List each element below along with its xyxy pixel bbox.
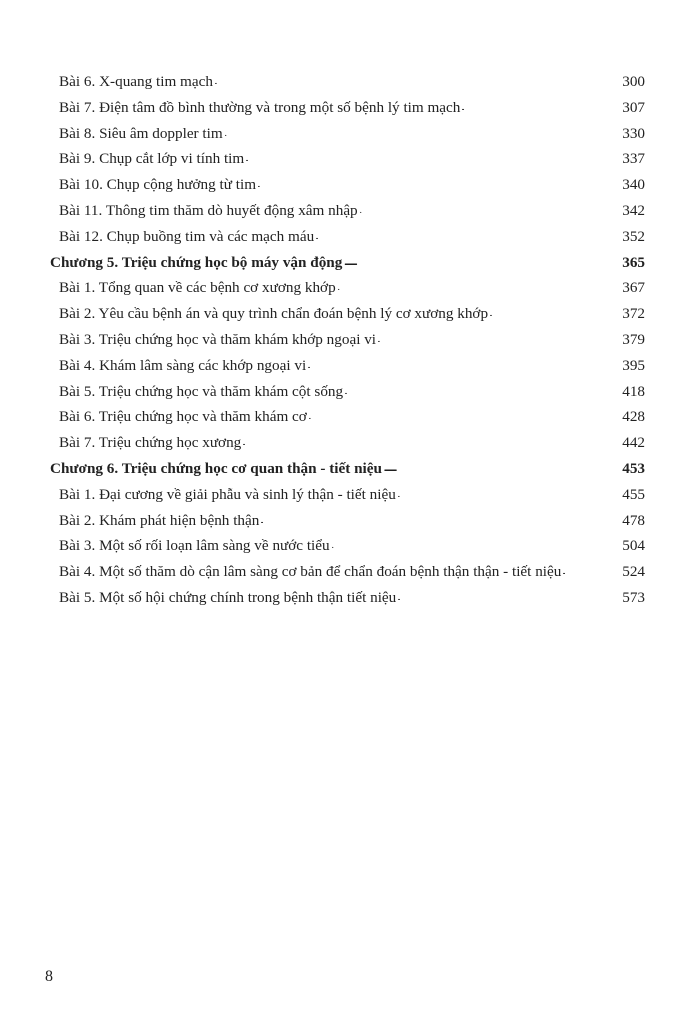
toc-entry-title: Bài 6. X-quang tim mạch [59, 73, 213, 90]
dot-leader [490, 304, 617, 318]
toc-entry-title: Bài 2. Yêu cầu bệnh án và quy trình chẩn đoán bệnh lý cơ xương khớp [59, 305, 489, 323]
toc-entry-title: Bài 4. Khám lâm sàng các khớp ngoại vi [59, 356, 307, 374]
toc-entry-title: Bài 1. Tổng quan về các bệnh cơ xương khớp [59, 279, 336, 297]
toc-row-content [59, 224, 645, 250]
toc-entry-title: Chương 5. Triệu chứng học bộ máy vận động [50, 253, 343, 271]
toc-entry-title: Bài 3. Triệu chứng học và thăm khám khớp ngoại vi [59, 330, 377, 348]
toc-row-content [59, 508, 645, 534]
toc-entry-page: 300 [622, 73, 645, 90]
dot-leader [563, 562, 617, 576]
toc-lesson-row [50, 533, 645, 559]
toc-entry-page: 337 [622, 150, 645, 168]
dot-leader [462, 98, 617, 112]
toc-entry-page: 428 [622, 408, 645, 426]
dot-leader [345, 382, 617, 396]
toc-row-content [59, 146, 645, 172]
toc-lesson-row [50, 224, 645, 250]
toc-row-content [50, 456, 645, 482]
toc-entry-title: Bài 5. Triệu chứng học và thăm khám cột sống [59, 382, 344, 400]
toc-entry-page: 367 [622, 279, 645, 297]
toc-lesson-row [50, 69, 645, 95]
toc-lesson-row [50, 404, 645, 430]
toc-row-content [59, 430, 645, 456]
toc-chapter-row [50, 456, 645, 482]
toc-entry-page: 379 [622, 330, 645, 348]
toc-row-content [59, 353, 645, 379]
toc-entry-page: 573 [622, 588, 645, 606]
toc-lesson-row [50, 95, 645, 121]
toc-lesson-row [50, 508, 645, 534]
toc-row-content [59, 172, 645, 198]
toc-row-content [59, 482, 645, 508]
toc-entry-title: Bài 11. Thông tim thăm dò huyết động xâm nhập [59, 201, 358, 219]
toc-lesson-row [50, 172, 645, 198]
toc-entry-page: 307 [622, 98, 645, 116]
dot-leader [258, 175, 617, 189]
toc-row-content [59, 275, 645, 301]
toc-row-content [59, 95, 645, 121]
toc-lesson-row [50, 430, 645, 456]
toc-lesson-row [50, 301, 645, 327]
dot-leader [308, 356, 617, 370]
toc-row-content [59, 69, 645, 95]
toc-entry-page: 372 [622, 305, 645, 323]
toc-entry-title: Bài 1. Đại cương về giải phẫu và sinh lý thận - tiết niệu [59, 485, 396, 503]
dot-leader [378, 330, 617, 344]
dot-leader [332, 536, 617, 550]
dot-leader [261, 511, 617, 525]
toc-entry-page: 342 [622, 201, 645, 219]
table-of-contents [50, 69, 645, 611]
toc-entry-title: Bài 12. Chụp buồng tim và các mạch máu [59, 227, 315, 245]
dot-leader [384, 459, 617, 473]
toc-row-content [59, 121, 645, 147]
toc-lesson-row [50, 559, 645, 585]
toc-entry-page: 395 [622, 356, 645, 374]
toc-entry-page: 453 [622, 459, 645, 477]
toc-entry-title: Chương 6. Triệu chứng học cơ quan thận - tiết niệu [50, 459, 382, 477]
toc-entry-title: Bài 2. Khám phát hiện bệnh thận [59, 511, 260, 529]
toc-entry-page: 524 [622, 563, 645, 581]
toc-entry-page: 352 [622, 227, 645, 245]
toc-entry-title: Bài 8. Siêu âm doppler tim [59, 124, 223, 142]
toc-entry-page: 442 [622, 434, 645, 452]
toc-chapter-row [50, 250, 645, 276]
dot-leader [215, 72, 617, 86]
toc-entry-page: 418 [622, 382, 645, 400]
toc-lesson-row [50, 353, 645, 379]
toc-lesson-row [50, 146, 645, 172]
toc-entry-page: 340 [622, 176, 645, 194]
dot-leader [344, 253, 617, 267]
toc-row-content [59, 404, 645, 430]
dot-leader [360, 201, 617, 215]
toc-lesson-row [50, 327, 645, 353]
toc-entry-title: Bài 10. Chụp cộng hưởng từ tim [59, 176, 257, 194]
page-number: 8 [45, 968, 53, 985]
dot-leader [246, 149, 617, 163]
toc-row-content [59, 533, 645, 559]
toc-row-content [59, 559, 645, 585]
toc-entry-page: 455 [622, 485, 645, 503]
dot-leader [398, 588, 617, 602]
dot-leader [398, 485, 617, 499]
dot-leader [316, 227, 617, 241]
toc-lesson-row [50, 121, 645, 147]
toc-entry-title: Bài 3. Một số rối loạn lâm sàng về nước tiểu [59, 537, 330, 555]
toc-entry-title: Bài 6. Triệu chứng học và thăm khám cơ [59, 408, 307, 426]
toc-lesson-row [50, 275, 645, 301]
toc-entry-page: 504 [622, 537, 645, 555]
toc-row-content [59, 327, 645, 353]
toc-entry-page: 478 [622, 511, 645, 529]
toc-entry-title: Bài 9. Chụp cắt lớp vi tính tim [59, 150, 245, 168]
toc-row-content [59, 198, 645, 224]
toc-lesson-row [50, 379, 645, 405]
toc-entry-title: Bài 7. Điện tâm đồ bình thường và trong một số bệnh lý tim mạch [59, 98, 461, 116]
toc-lesson-row [50, 198, 645, 224]
toc-row-content [59, 379, 645, 405]
toc-lesson-row [50, 585, 645, 611]
toc-entry-title: Bài 4. Một số thăm dò cận lâm sàng cơ bản để chẩn đoán bệnh thận thận - tiết niệu [59, 563, 562, 581]
toc-row-content [59, 585, 645, 611]
dot-leader [225, 124, 617, 138]
dot-leader [338, 278, 617, 292]
toc-lesson-row [50, 482, 645, 508]
toc-entry-page: 365 [622, 253, 645, 271]
toc-entry-title: Bài 7. Triệu chứng học xương [59, 434, 242, 452]
toc-entry-page: 330 [622, 124, 645, 142]
toc-row-content [50, 250, 645, 276]
toc-row-content [59, 301, 645, 327]
toc-entry-title: Bài 5. Một số hội chứng chính trong bệnh thận tiết niệu [59, 588, 397, 606]
dot-leader [243, 433, 617, 447]
dot-leader [309, 407, 617, 421]
